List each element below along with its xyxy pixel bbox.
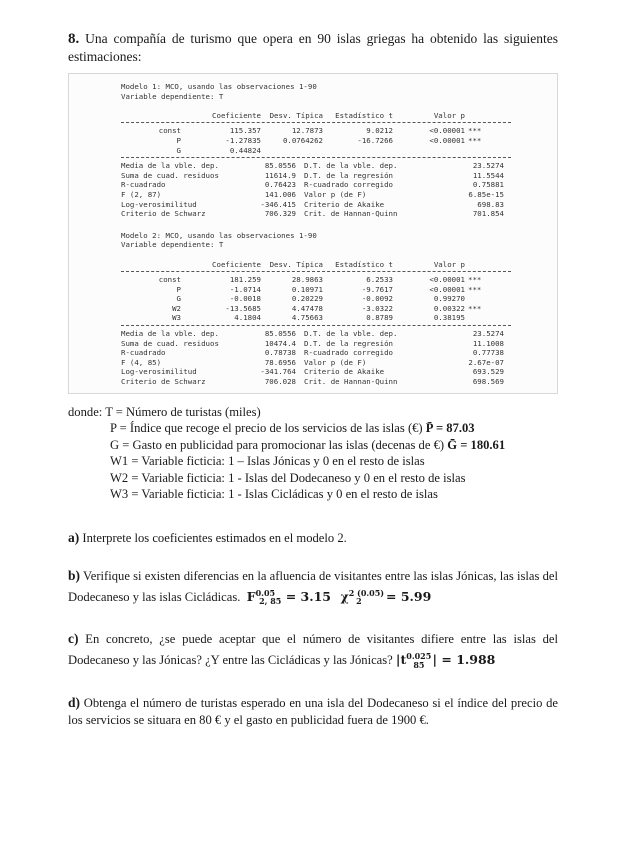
stats-row: Log-verosimilitud -346.415 Criterio de Akaike 698.83 — [121, 199, 504, 209]
chi-critical-value: $\chi^{2 (0.05)}_2 = 5.99$ — [340, 587, 432, 607]
model-dependent: Variable dependiente: T — [121, 91, 224, 101]
exercise-page — [68, 30, 558, 729]
stats-row: R-cuadrado 0.78738 R-cuadrado corregido 0.77738 — [121, 348, 504, 358]
table-row: G -0.0018 0.20229 -0.0092 0.99270 — [176, 294, 465, 304]
variable-definitions — [68, 404, 558, 503]
stats-row: F (4, 85) 78.6956 Valor p (de F) 2.67e-07 — [121, 357, 504, 367]
table-row: const 115.357 12.7873 9.0212 <0.00001 *** — [158, 126, 482, 136]
model-title: Modelo 1: MCO, usando las observaciones 1-90 — [121, 82, 317, 91]
part-c: c) En concreto, ¿se puede aceptar que el número de visitantes difiere entre las islas del Dodecaneso y las Jónicas? ¿Y entre las Cicládicas y las Jónicas? $|t^{0.025}_{85}$ | = 1.988 — [68, 631, 558, 670]
table-row: const 181.259 28.9863 6.2533 <0.00001 *** — [158, 275, 482, 285]
model-dependent: Variable dependiente: T — [121, 240, 224, 250]
divider — [121, 157, 511, 158]
question-intro: Una compañía de turismo que opera en 90 islas griegas ha obtenido las siguientes estimaciones: — [68, 31, 559, 64]
definition-P: P = Índice que recoge el precio de los servicios de las islas (€) P̄ = 87.03 — [110, 421, 475, 436]
definition-W3: W3 = Variable ficticia: 1 - Islas Cicládicas y 0 en el resto de islas — [110, 487, 438, 502]
stats-row: Criterio de Schwarz 706.028 Crit. de Hannan-Quinn 698.569 — [121, 377, 504, 387]
stats-row: Media de la vble. dep. 85.0556 D.T. de la vble. dep. 23.5274 — [121, 329, 504, 339]
divider — [121, 122, 511, 123]
question-number: 8. — [68, 31, 80, 47]
table-header: Coeficiente Desv. Típica Estadístico t Valor p — [212, 259, 465, 269]
table-header: Coeficiente Desv. Típica Estadístico t Valor p — [212, 110, 465, 120]
stats-row: Suma de cuad. residuos 10474.4 D.T. de la regresión 11.1008 — [121, 338, 504, 348]
table-row: P -1.0714 0.10971 -9.7617 <0.00001 *** — [176, 284, 482, 294]
table-row: P -1.27835 0.0764262 -16.7266 <0.00001 *** — [176, 135, 482, 145]
divider — [121, 271, 511, 272]
stats-row: R-cuadrado 0.76423 R-cuadrado corregido 0.75881 — [121, 180, 504, 190]
f-critical-value: $F^{0.05}_{2, 85} = 3.15$ — [246, 587, 331, 607]
regression-output-box — [68, 73, 558, 394]
stats-row: Media de la vble. dep. 85.0556 D.T. de la vble. dep. 23.5274 — [121, 161, 504, 171]
question-header — [68, 30, 558, 65]
stats-row: Criterio de Schwarz 706.329 Crit. de Hannan-Quinn 701.854 — [121, 209, 504, 219]
stats-row: Log-verosimilitud -341.764 Criterio de Akaike 693.529 — [121, 367, 504, 377]
model-1 — [121, 82, 547, 219]
part-a: a) Interprete los coeficientes estimados en el modelo 2. — [68, 529, 347, 545]
stats-row: F (2, 87) 141.006 Valor p (de F) 6.85e-15 — [121, 189, 504, 199]
definition-G: G = Gasto en publicidad para promocionar las islas (decenas de €) Ḡ = 180.61 — [110, 437, 506, 452]
model-title: Modelo 2: MCO, usando las observaciones 1-90 — [121, 230, 317, 240]
t-critical-value: $|t^{0.025}_{85}$ | = 1.988 — [395, 651, 496, 670]
table-row: G 0.44824 — [176, 145, 261, 155]
stats-row: Suma de cuad. residuos 11614.9 D.T. de la regresión 11.5544 — [121, 170, 504, 180]
part-d: d) Obtenga el número de turistas esperado en una isla del Dodecaneso si el índice del precio de los servicios se situara en 80 € y el gasto en publicidad fuera de 1900 €. — [68, 694, 558, 727]
definition-W2: W2 = Variable ficticia: 1 - Islas del Dodecaneso y 0 en el resto de islas — [110, 470, 466, 485]
definition-W1: W1 = Variable ficticia: 1 – Islas Jónicas y 0 en el resto de islas — [110, 454, 425, 469]
model-2 — [121, 231, 547, 387]
table-row: W3 4.1804 4.75663 0.8789 0.38195 — [172, 313, 465, 323]
table-row: W2 -13.5685 4.47478 -3.0322 0.00322 *** — [172, 303, 482, 313]
part-b: b) Verifique si existen diferencias en la afluencia de visitantes entre las islas Jónicas, las islas del Dodecaneso y las islas Cicládicas. $F^{0.05}_{2, 85} = 3.15$ $\chi^{2 (0.05)}_2 = 5.99$ — [68, 567, 559, 607]
divider — [121, 325, 511, 326]
definition-T: donde: T = Número de turistas (miles) — [68, 404, 261, 419]
